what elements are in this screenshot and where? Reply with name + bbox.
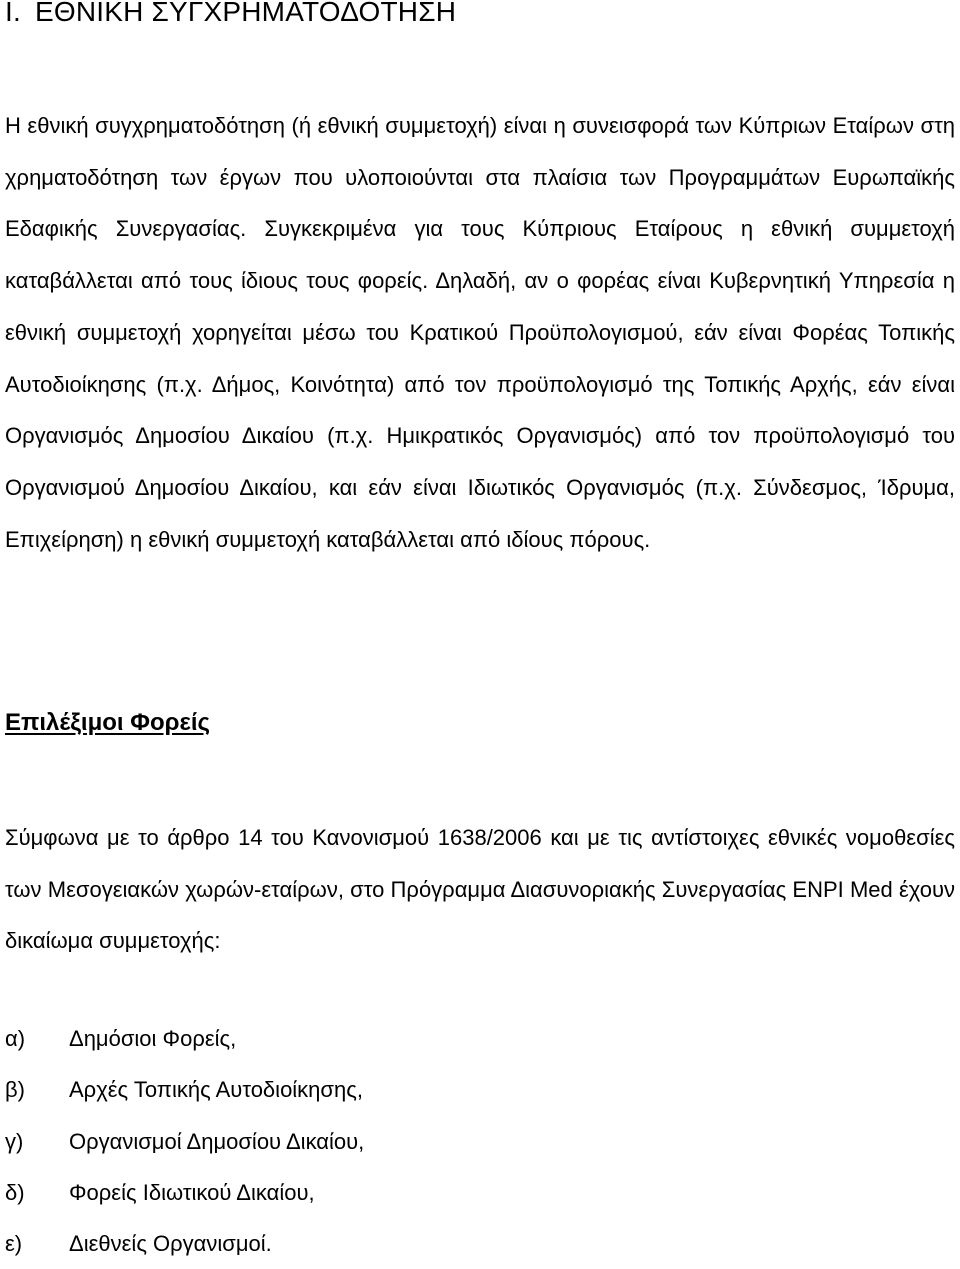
list-item [5,1013,364,1064]
eligible-bodies-paragraph: Σύμφωνα με το άρθρο 14 του Κανονισμού 1638/2006 και με τις αντίστοιχες εθνικές νομοθεσίες των Μεσογειακών χωρών-εταίρων, στο Πρόγραμμα Διασυνοριακής Συνεργασίας ENPI Med έχουν δικαίωμα συμμετοχής: [5,825,955,954]
list-item [5,1116,364,1167]
list-item-marker: δ) [5,1179,25,1205]
list-item-text: Φορείς Ιδιωτικού Δικαίου, [69,1179,315,1205]
list-item-marker: β) [5,1077,25,1103]
list-item-marker: α) [5,1026,26,1051]
section-number: I. [5,0,21,27]
list-item-marker: γ) [5,1128,24,1154]
section-title-text: ΕΘΝΙΚΗ ΣΥΓΧΡΗΜΑΤΟΔΟΤΗΣΗ [34,0,457,27]
list-item [5,1167,364,1218]
intro-paragraph: Η εθνική συγχρηματοδότηση (ή εθνική συμμετοχή) είναι η συνεισφορά των Κύπριων Εταίρων στη χρηματοδότηση των έργων που υλοποιούνται στα πλαίσια των Προγραμμάτων Ευρωπαϊκής Εδαφικής Συνεργασίας. Συγκεκριμένα για τους Κύπριους Εταίρους η εθνική συμμετοχή καταβάλλεται από τους ίδιους τους φορείς. Δηλαδή, αν ο φορέας είναι Κυβερνητική Υπηρεσία η εθνική συμμετοχή χορηγείται μέσω του Κρατικού Προϋπολογισμού, εάν είναι Φορέας Τοπικής Αυτοδιοίκησης (π.χ. Δήμος, Κοινότητα) από τον προϋπολογισμό της Τοπικής Αρχής, εάν είναι Οργανισμός Δημοσίου Δικαίου (π.χ. Ημικρατικός Οργανισμός) από τον προϋπολογισμό του Οργανισμού Δημοσίου Δικαίου, και εάν είναι Ιδιωτικός Οργανισμός (π.χ. Σύνδεσμος, Ίδρυμα, Επιχείρηση) η εθνική συμμετοχή καταβάλλεται από ιδίους πόρους. [5,113,955,552]
section-title [5,0,456,28]
eligible-bodies-list [5,1013,364,1269]
list-item-text: Αρχές Τοπικής Αυτοδιοίκησης, [69,1077,363,1103]
list-item-text: Οργανισμοί Δημοσίου Δικαίου, [69,1128,365,1154]
list-item-text: Διεθνείς Οργανισμοί. [69,1231,272,1257]
list-item [5,1218,364,1269]
eligible-bodies-heading: Επιλέξιμοι Φορείς [5,709,211,736]
list-item-text: Δημόσιοι Φορείς, [69,1026,237,1051]
list-item-marker: ε) [5,1231,23,1257]
list-item [5,1064,364,1115]
